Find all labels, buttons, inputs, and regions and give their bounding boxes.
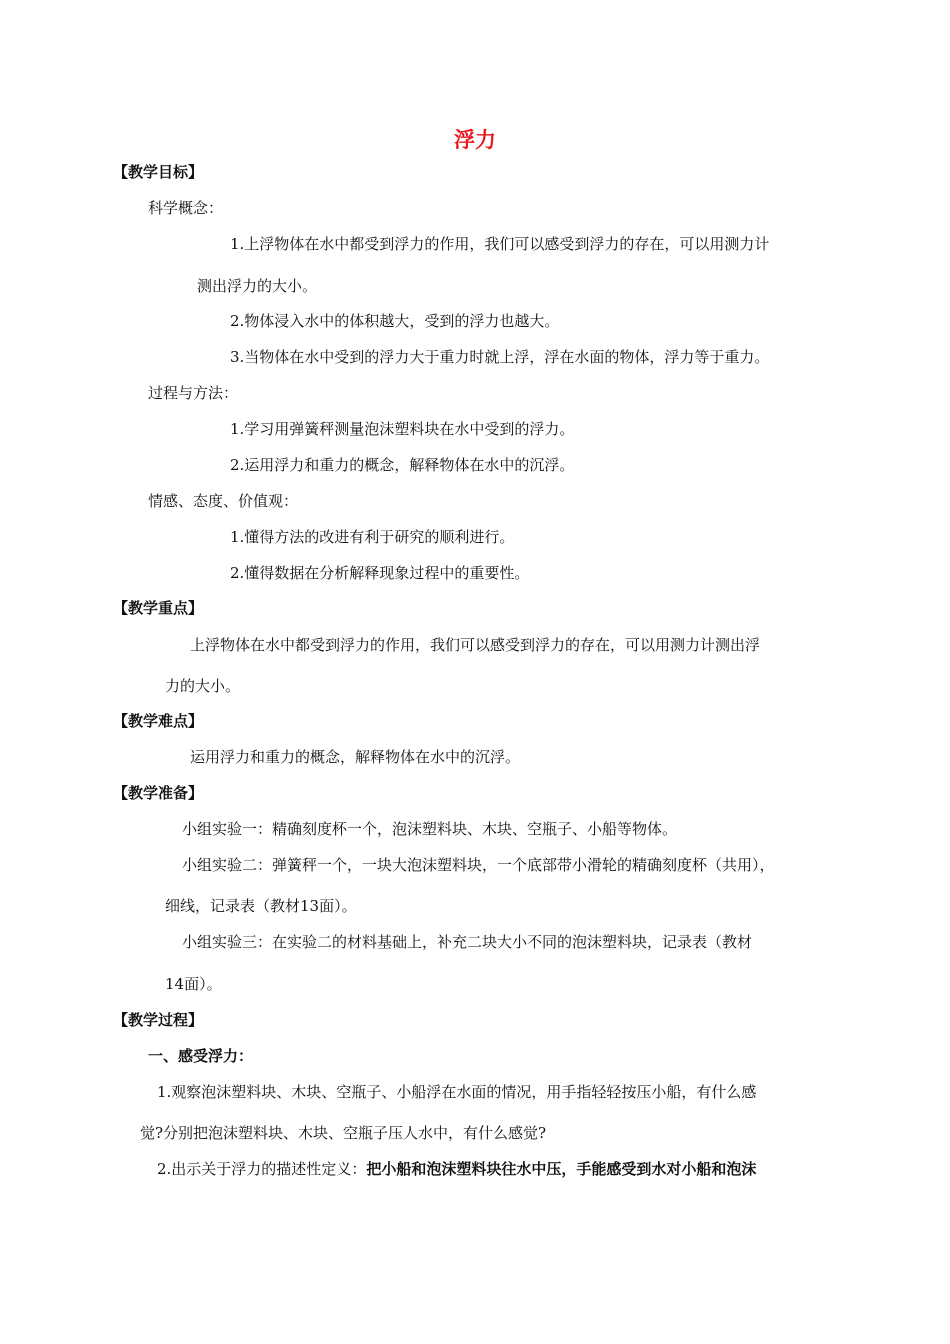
paragraph: 小组实验三：在实验二的材料基础上，补充二块大小不同的泡沫塑料块，记录表（教材 — [182, 933, 753, 951]
paragraph: 2.物体浸入水中的体积越大，受到的浮力也越大。 — [230, 312, 560, 330]
paragraph: 1.懂得方法的改进有利于研究的顺利进行。 — [230, 528, 515, 546]
paragraph: 测出浮力的大小。 — [197, 277, 318, 295]
paragraph: 2.懂得数据在分析解释现象过程中的重要性。 — [230, 564, 530, 582]
document-title: 浮力 — [454, 128, 496, 152]
heading-difficulties: 【教学难点】 — [113, 712, 204, 730]
paragraph: 1.观察泡沫塑料块、木块、空瓶子、小船浮在水面的情况，用手指轻轻按压小船，有什么感 — [157, 1083, 757, 1101]
paragraph: 2.运用浮力和重力的概念，解释物体在水中的沉浮。 — [230, 456, 575, 474]
paragraph: 1.学习用弹簧秤测量泡沫塑料块在水中受到的浮力。 — [230, 420, 575, 438]
subheading-methods: 过程与方法： — [148, 384, 239, 402]
heading-objectives: 【教学目标】 — [113, 163, 204, 181]
bold-definition: 把小船和泡沫塑料块往水中压，手能感受到水对小船和泡沫 — [366, 1160, 757, 1178]
paragraph: 力的大小。 — [165, 677, 241, 695]
subheading-concepts: 科学概念： — [148, 199, 224, 217]
paragraph-prefix: 2.出示关于浮力的描述性定义： — [157, 1160, 367, 1178]
paragraph — [157, 1160, 756, 1178]
heading-process: 【教学过程】 — [113, 1011, 204, 1029]
paragraph: 小组实验一：精确刻度杯一个，泡沫塑料块、木块、空瓶子、小船等物体。 — [182, 820, 678, 838]
heading-key-points: 【教学重点】 — [113, 599, 204, 617]
paragraph: 14面）。 — [165, 975, 222, 993]
paragraph: 小组实验二：弹簧秤一个，一块大泡沫塑料块，一个底部带小滑轮的精确刻度杯（共用）， — [182, 856, 775, 874]
paragraph: 运用浮力和重力的概念，解释物体在水中的沉浮。 — [190, 748, 521, 766]
paragraph: 1.上浮物体在水中都受到浮力的作用，我们可以感受到浮力的存在，可以用测力计 — [230, 235, 770, 253]
subheading-feel-buoyancy: 一、感受浮力： — [148, 1047, 254, 1065]
subheading-values: 情感、态度、价值观： — [148, 492, 299, 510]
paragraph: 上浮物体在水中都受到浮力的作用，我们可以感受到浮力的存在，可以用测力计测出浮 — [190, 636, 761, 654]
paragraph: 细线，记录表（教材13面）。 — [165, 897, 357, 915]
heading-preparation: 【教学准备】 — [113, 784, 204, 802]
paragraph: 觉?分别把泡沫塑料块、木块、空瓶子压人水中，有什么感觉? — [140, 1124, 547, 1142]
paragraph: 3.当物体在水中受到的浮力大于重力时就上浮，浮在水面的物体，浮力等于重力。 — [230, 348, 770, 366]
